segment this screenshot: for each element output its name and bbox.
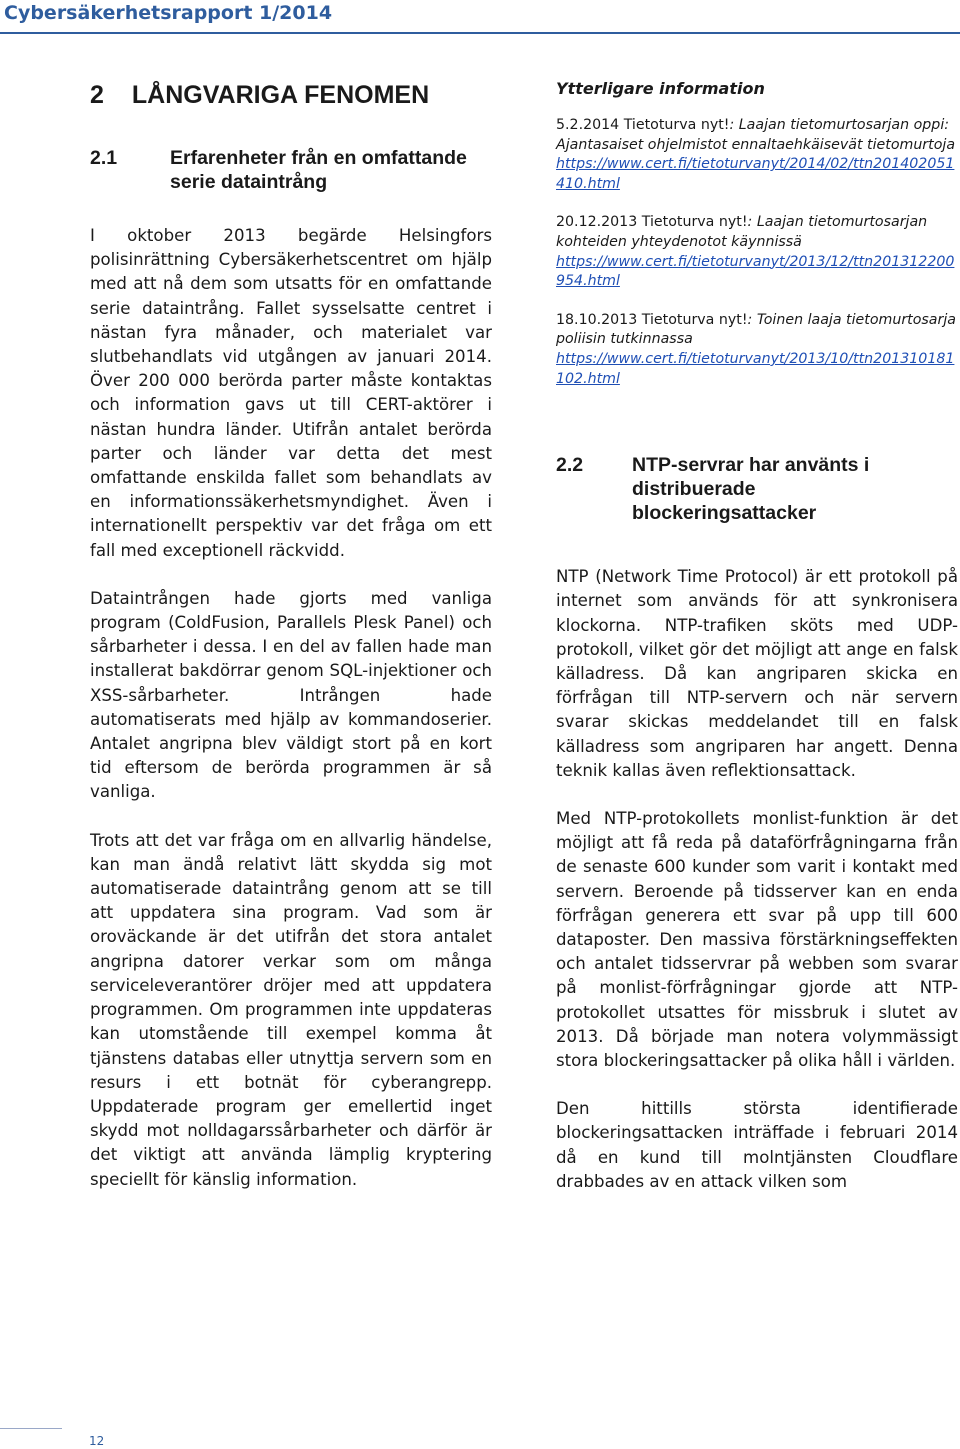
reference-item (556, 311, 958, 389)
reference-source: Tietoturva nyt! (641, 214, 748, 231)
reference-source: Tietoturva nyt! (623, 117, 730, 133)
paragraph: Den hittills största identifierade blockeringsattacken inträffade i februari 2014 då en kund till molntjänsten Cloudflare drabbades av en attack vilken som (556, 1099, 958, 1191)
footer-rule (0, 1428, 62, 1429)
chapter-number: 2 (90, 81, 104, 109)
reference-source: Tietoturva nyt! (641, 311, 748, 328)
paragraph: Med NTP-protokollets monlist-funktion är det möjligt att få reda på dataförfrågningarna från de senaste 600 kunder som varit i kontakt med servern. Beroende på tidsserver kan en enda förfrågan generera ett svar på upp till 600 dataposter. Den massiva förstärkningseffekten och antalet tidsservrar på webben som svarar på monlist-förfrågningar gjorde att NTP-protokollet utsattes för missbruk i slutet av 2013. Då började man notera volymmässigt stora blockeringsattacker på olika håll i världen. (556, 808, 958, 1070)
reference-date: 18.10.2013 (556, 311, 638, 328)
right-column (556, 78, 958, 1194)
reference-title: : Laajan tietomurtosarjan kohteiden yhteydenotot käynnissä (556, 214, 928, 250)
section-heading-2-2 (556, 453, 958, 525)
section-number: 2.1 (90, 147, 118, 169)
reference-link[interactable]: https://www.cert.fi/tietoturvanyt/2013/10/ttn201310181102.html (556, 350, 955, 387)
chapter-heading (90, 78, 492, 112)
reference-item (556, 116, 958, 194)
section-title: Erfarenheter från en omfattande serie dataintrång (170, 147, 467, 193)
reference-link[interactable]: https://www.cert.fi/tietoturvanyt/2013/12/ttn201312200954.html (556, 253, 955, 290)
further-info-heading: Ytterligare information (556, 79, 765, 98)
section-number: 2.2 (556, 454, 584, 477)
paragraph: NTP (Network Time Protocol) är ett protokoll på internet som används för att synkronisera klockorna. NTP-trafiken sköts med UDP-protokoll, vilket gör det möjligt att ange en falsk källadress. Då kan angriparen skicka en förfrågan till NTP-servern och när servern svarar skickas meddelandet till en falsk källadress som angriparen har angett. Denna teknik kallas även reflektionsattack. (556, 567, 958, 780)
paragraph: Dataintrången hade gjorts med vanliga program (ColdFusion, Parallels Plesk Panel) och sårbarheter i dessa. I en del av fallen hade man installerat bakdörrar genom SQL-injektioner och XSS-sårbarheter. Intrången hade automatiserats med hjälp av kommandoserier. Antalet angripna blev väldigt stort på en kort tid eftersom de berörda programmen är så vanliga. (90, 588, 492, 802)
reference-date: 20.12.2013 (556, 214, 638, 231)
paragraph: I oktober 2013 begärde Helsingfors polisinrättning Cybersäkerhetscentret om hjälp med att nå dem som utsatts för en omfattande serie dataintrång. Fallet sysselsatte centret i nästan fyra månader, och materialet var slutbehandlats vid utgången av januari 2014. Över 200 000 berörda parter måste kontaktas och information gavs ut till CERT-aktörer i nästan hundra länder. Utifrån antalet berörda parter och länder var detta det mest omfattande enskilda fallet som behandlats av en informationssäkerhetsmyndighet. Även i internationellt perspektiv var det fråga om ett fall med exceptionell räckvidd. (90, 226, 492, 560)
section-heading-2-1 (90, 146, 490, 194)
chapter-title: LÅNGVARIGA FENOMEN (131, 81, 430, 109)
paragraph: Trots att det var fråga om en allvarlig händelse, kan man ändå relativt lätt skydda sig mot automatiserade dataintrång genom att se till att uppdatera sina program. Vad som är oroväckande är det utifrån det stora antalet angripna datorer verkar som om många serviceleverantörer dröjer med att uppdatera programmen. Om programmen inte uppdateras kan utomstående till exempel komma åt tjänstens databas eller utnyttja servern som en resurs i ett botnät för cyberangrepp. Uppdaterade program ger emellertid inget skydd mot nolldagarssårbarheter och därför är det viktigt att använda lämplig kryptering speciellt för känslig information. (90, 830, 492, 1189)
reference-title: : Toinen laaja tietomurtosarja poliisin tutkinnassa (556, 311, 956, 348)
running-header: Cybersäkerhetsrapport 1/2014 (4, 2, 333, 24)
page-number: 12 (89, 1434, 105, 1448)
reference-link[interactable]: https://www.cert.fi/tietoturvanyt/2014/02/ttn201402051410.html (556, 156, 955, 192)
reference-item (556, 213, 958, 291)
reference-title: : Laajan tietomurtosarjan oppi: Ajantasaiset ohjelmistot ennaltaehkäisevät tietomurtoja (556, 117, 956, 153)
section-title: NTP-servrar har använts i distribuerade blockeringsattacker (632, 454, 870, 525)
left-column (90, 78, 492, 1192)
reference-date: 5.2.2014 (556, 117, 620, 133)
header-rule (0, 32, 960, 34)
